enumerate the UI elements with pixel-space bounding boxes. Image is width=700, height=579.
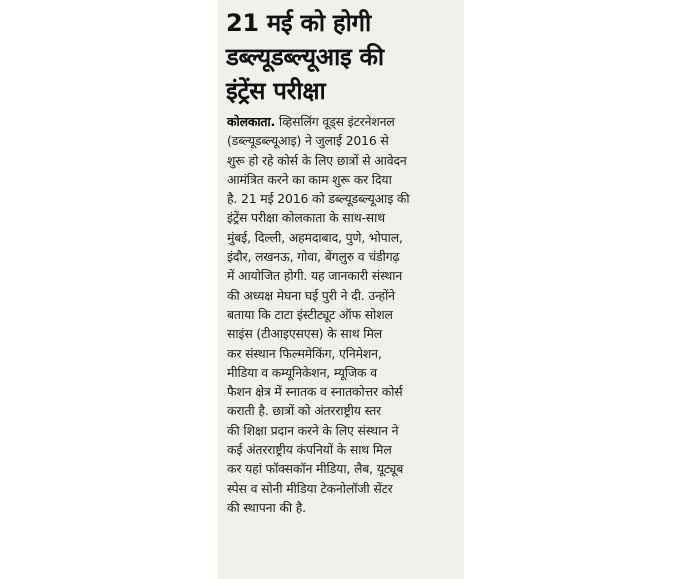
body-line: की शिक्षा प्रदान करने के लिए संस्थान ने bbox=[227, 422, 399, 438]
body-line: मुंबई, दिल्ली, अहमदाबाद, पुणे, भोपाल, bbox=[227, 229, 403, 245]
headline-line: डब्ल्यूडब्ल्यूआइ की bbox=[226, 43, 384, 71]
body-line: मीडिया व कम्यूनिकेशन, म्यूजिक व bbox=[227, 364, 377, 380]
body-line: इंट्रेंस परीक्षा कोलकाता के साथ-साथ bbox=[227, 210, 385, 226]
body-line: शुरू हो रहे कोर्स के लिए छात्रों से आवेदन bbox=[227, 152, 407, 168]
newspaper-clipping bbox=[218, 0, 464, 579]
headline bbox=[226, 6, 458, 108]
body-line: है. 21 मई 2016 को डब्ल्यूडब्ल्यूआइ की bbox=[227, 191, 410, 207]
body-line: आमंत्रित करने का काम शुरू कर दिया bbox=[227, 171, 392, 187]
body-line: (डब्ल्यूडब्ल्यूआइ) ने जुलाई 2016 से bbox=[227, 133, 389, 149]
body-line: की अध्यक्ष मेघना घई पुरी ने दी. उन्होंने bbox=[227, 287, 395, 303]
body-line: कर यहां फॉक्सकॉन मीडिया, लैब, यूट्यूब bbox=[227, 461, 404, 477]
body-line: में आयोजित होगी. यह जानकारी संस्थान bbox=[227, 268, 403, 284]
body-line: कराती है. छात्रों को अंतरराष्ट्रीय स्तर bbox=[227, 403, 382, 419]
body-first-line bbox=[227, 112, 457, 131]
body-line: इंदौर, लखनऊ, गोवा, बेंगलुरु व चंडीगढ़ bbox=[227, 249, 400, 265]
body-line: की स्थापना की है. bbox=[227, 499, 306, 515]
dateline: कोलकाता. bbox=[227, 114, 276, 129]
body-line: कर संस्थान फिल्ममेकिंग, एनिमेशन, bbox=[227, 345, 382, 361]
body-line: फैशन क्षेत्र में स्नातक व स्नातकोत्तर कोर्स bbox=[227, 384, 403, 400]
article-body bbox=[227, 112, 457, 517]
body-line: बताया कि टाटा इंस्टीट्यूट ऑफ सोशल bbox=[227, 306, 393, 322]
headline-line: 21 मई को होगी bbox=[226, 9, 371, 37]
body-line: साइंस (टीआइएसएस) के साथ मिल bbox=[227, 326, 383, 342]
body-line: स्पेस व सोनी मीडिया टेकनोलॉजी सेंटर bbox=[227, 480, 393, 496]
body-line: कई अंतरराष्ट्रीय कंपनियों के साथ मिल bbox=[227, 442, 392, 458]
body-first-line-text: व्हिसलिंग वूड्स इंटरनेशनल bbox=[278, 114, 395, 129]
headline-line: इंट्रेंस परीक्षा bbox=[226, 77, 326, 105]
